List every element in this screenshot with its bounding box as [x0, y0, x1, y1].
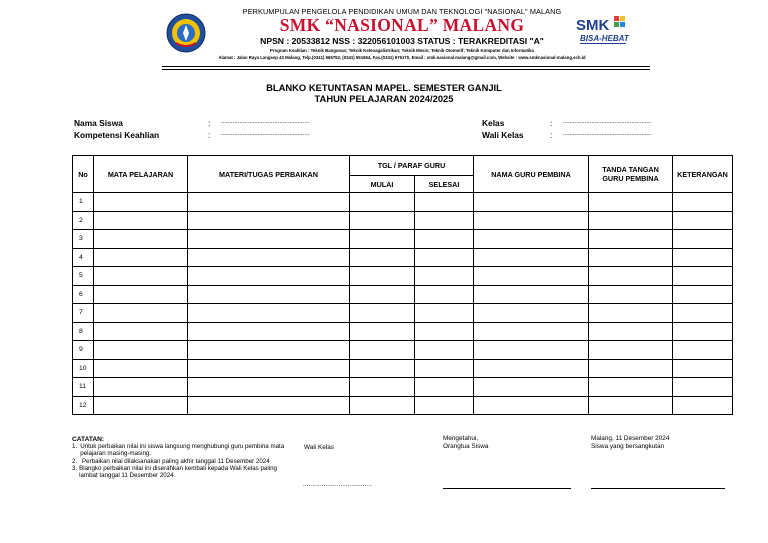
keterangan-cell[interactable] [673, 322, 733, 341]
tanda-tangan-cell[interactable] [589, 304, 673, 323]
table-row [73, 248, 733, 267]
keterangan-cell[interactable] [673, 248, 733, 267]
kompetensi-dots[interactable]: ..................................................... [221, 131, 310, 137]
header-mulai: MULAI [350, 176, 415, 193]
keterangan-cell[interactable] [673, 359, 733, 378]
selesai-cell[interactable] [415, 248, 474, 267]
letterhead-rule-thick [162, 66, 650, 67]
note-item: 1. Untuk perbaikan nilai ini siswa langsung menghubungi guru pembina mata pelajaran masing-masing. [72, 443, 285, 457]
nama-guru-cell[interactable] [474, 396, 589, 415]
tanda-tangan-cell[interactable] [589, 285, 673, 304]
table-row [73, 211, 733, 230]
materi-cell[interactable] [188, 304, 350, 323]
materi-cell[interactable] [188, 211, 350, 230]
mulai-cell[interactable] [350, 285, 415, 304]
mata-pelajaran-cell[interactable] [94, 396, 188, 415]
note-item: 3. Blangko perbaikan nilai ini diserahkan kembali kepada Wali Kelas paling lambat tanggal 11 Desember 2024 [72, 465, 277, 479]
tanda-tangan-cell[interactable] [589, 211, 673, 230]
keterangan-cell[interactable] [673, 285, 733, 304]
selesai-cell[interactable] [415, 211, 474, 230]
materi-cell[interactable] [188, 396, 350, 415]
header-tgl-paraf: TGL / PARAF GURU [350, 156, 474, 176]
mulai-cell[interactable] [350, 193, 415, 212]
nama-guru-cell[interactable] [474, 193, 589, 212]
mulai-cell[interactable] [350, 396, 415, 415]
mulai-cell[interactable] [350, 341, 415, 360]
materi-cell[interactable] [188, 230, 350, 249]
note-item: 2. Perbaikan nilai dilaksanakan paling akhir tanggal 11 Desember 2024 [72, 458, 270, 465]
row-number: 2 [73, 211, 94, 230]
row-number: 3 [73, 230, 94, 249]
label-kelas: Kelas [482, 118, 505, 128]
mulai-cell[interactable] [350, 211, 415, 230]
header-no: No [73, 156, 94, 193]
orangtua-sign-line[interactable] [443, 488, 571, 489]
materi-cell[interactable] [188, 267, 350, 286]
colon: : [550, 118, 553, 128]
mata-pelajaran-cell[interactable] [94, 211, 188, 230]
nama-guru-cell[interactable] [474, 322, 589, 341]
selesai-cell[interactable] [415, 378, 474, 397]
materi-cell[interactable] [188, 341, 350, 360]
tanda-tangan-cell[interactable] [589, 341, 673, 360]
row-number: 9 [73, 341, 94, 360]
mata-pelajaran-cell[interactable] [94, 322, 188, 341]
form-title: BLANKO KETUNTASAN MAPEL. SEMESTER GANJIL [266, 82, 502, 93]
table-row [73, 193, 733, 212]
remedial-table [72, 155, 733, 415]
colon: : [208, 118, 211, 128]
mulai-cell[interactable] [350, 322, 415, 341]
place-date: Malang, 11 Desember 2024 [591, 435, 670, 442]
keterangan-cell[interactable] [673, 304, 733, 323]
selesai-cell[interactable] [415, 285, 474, 304]
tanda-tangan-cell[interactable] [589, 193, 673, 212]
program-list: Program Keahlian : Teknik Bangunan; Teknik Ketenagalistrikan; Teknik Mesin; Teknik Otomotif; Teknik Komputer dan Informatika [270, 48, 534, 53]
colon: : [208, 130, 211, 140]
tanda-tangan-cell[interactable] [589, 248, 673, 267]
field-kompetensi[interactable] [74, 130, 159, 140]
mata-pelajaran-cell[interactable] [94, 193, 188, 212]
nama-guru-cell[interactable] [474, 341, 589, 360]
org-name: PERKUMPULAN PENGELOLA PENDIDIKAN UMUM DAN TEKNOLOGI "NASIONAL" MALANG [242, 7, 562, 16]
materi-cell[interactable] [188, 322, 350, 341]
logo-smk-text: SMK [576, 17, 610, 34]
row-number: 4 [73, 248, 94, 267]
mulai-cell[interactable] [350, 378, 415, 397]
table-row [73, 285, 733, 304]
school-address: Alamat : Jalan Raya Langsep 43 Malang, Telp.(0341) 565753, (0341) 551654, Fax.(0341) 576170, Email : smk.nasional.malang@gmail.com, Website : www.smknasional-malang.sch.id [218, 55, 586, 60]
header-selesai: SELESAI [415, 176, 474, 193]
form-subtitle: TAHUN PELAJARAN 2024/2025 [314, 93, 454, 104]
label-kompetensi: Kompetensi Keahlian [74, 130, 160, 140]
tanda-tangan-cell[interactable] [589, 267, 673, 286]
mata-pelajaran-cell[interactable] [94, 285, 188, 304]
selesai-cell[interactable] [415, 359, 474, 378]
table-row [73, 230, 733, 249]
selesai-cell[interactable] [415, 322, 474, 341]
materi-cell[interactable] [188, 285, 350, 304]
field-kelas[interactable] [482, 118, 504, 128]
tanda-tangan-cell[interactable] [589, 230, 673, 249]
wali-kelas-dots[interactable]: ..................................................... [563, 131, 652, 137]
tanda-tangan-cell[interactable] [589, 378, 673, 397]
row-number: 12 [73, 396, 94, 415]
notes-section [72, 436, 308, 479]
mata-pelajaran-cell[interactable] [94, 359, 188, 378]
mulai-cell[interactable] [350, 230, 415, 249]
table-row [73, 359, 733, 378]
header-nama-guru: NAMA GURU PEMBINA [474, 156, 589, 193]
nama-guru-cell[interactable] [474, 230, 589, 249]
header-keterangan: KETERANGAN [673, 156, 733, 193]
tanda-tangan-cell[interactable] [589, 396, 673, 415]
selesai-cell[interactable] [415, 267, 474, 286]
mata-pelajaran-cell[interactable] [94, 341, 188, 360]
row-number: 8 [73, 322, 94, 341]
materi-cell[interactable] [188, 193, 350, 212]
table-row [73, 322, 733, 341]
wali-kelas-sign-line[interactable]: ..................................... [303, 482, 373, 488]
nama-guru-cell[interactable] [474, 359, 589, 378]
selesai-cell[interactable] [415, 341, 474, 360]
row-number: 11 [73, 378, 94, 397]
colon: : [550, 130, 553, 140]
orangtua-sign-label: Orangtua Siswa [443, 443, 489, 450]
tanda-tangan-cell[interactable] [589, 322, 673, 341]
keterangan-cell[interactable] [673, 267, 733, 286]
header-mata-pelajaran: MATA PELAJARAN [94, 156, 188, 193]
siswa-sign-line[interactable] [591, 488, 725, 489]
keterangan-cell[interactable] [673, 378, 733, 397]
mulai-cell[interactable] [350, 304, 415, 323]
header-materi: MATERI/TUGAS PERBAIKAN [188, 156, 350, 193]
nama-guru-cell[interactable] [474, 378, 589, 397]
mulai-cell[interactable] [350, 248, 415, 267]
keterangan-cell[interactable] [673, 230, 733, 249]
selesai-cell[interactable] [415, 396, 474, 415]
mata-pelajaran-cell[interactable] [94, 304, 188, 323]
selesai-cell[interactable] [415, 193, 474, 212]
table-row [73, 378, 733, 397]
notes-title: CATATAN: [72, 436, 105, 443]
mata-pelajaran-cell[interactable] [94, 230, 188, 249]
field-nama-siswa[interactable] [74, 118, 123, 128]
nama-guru-cell[interactable] [474, 285, 589, 304]
row-number: 1 [73, 193, 94, 212]
keterangan-cell[interactable] [673, 341, 733, 360]
row-number: 10 [73, 359, 94, 378]
materi-cell[interactable] [188, 359, 350, 378]
keterangan-cell[interactable] [673, 193, 733, 212]
mengetahui-label: Mengetahui, [443, 435, 479, 442]
table-row [73, 341, 733, 360]
field-wali-kelas[interactable] [482, 130, 524, 140]
mata-pelajaran-cell[interactable] [94, 378, 188, 397]
table-row [73, 304, 733, 323]
mata-pelajaran-cell[interactable] [94, 267, 188, 286]
tanda-tangan-cell[interactable] [589, 359, 673, 378]
keterangan-cell[interactable] [673, 396, 733, 415]
label-nama-siswa: Nama Siswa [74, 118, 123, 128]
letterhead-rule-thin [162, 69, 650, 70]
keterangan-cell[interactable] [673, 211, 733, 230]
logo-bisa-hebat-text: BISA-HEBAT [580, 34, 629, 43]
row-number: 6 [73, 285, 94, 304]
label-wali-kelas: Wali Kelas [482, 130, 524, 140]
table-row [73, 267, 733, 286]
wali-kelas-sign-label: Wali Kelas [304, 444, 334, 451]
header-tanda-tangan: TANDA TANGAN GURU PEMBINA [589, 156, 673, 193]
nama-siswa-dots[interactable]: ..................................................... [221, 119, 310, 125]
materi-cell[interactable] [188, 248, 350, 267]
nama-guru-cell[interactable] [474, 267, 589, 286]
school-ids: NPSN : 20533812 NSS : 322056101003 STATUS : TERAKREDITASI "A" [260, 36, 544, 46]
nama-guru-cell[interactable] [474, 304, 589, 323]
table-row [73, 396, 733, 415]
mulai-cell[interactable] [350, 359, 415, 378]
row-number: 5 [73, 267, 94, 286]
nama-guru-cell[interactable] [474, 211, 589, 230]
selesai-cell[interactable] [415, 304, 474, 323]
mulai-cell[interactable] [350, 267, 415, 286]
kelas-dots[interactable]: ..................................................... [563, 119, 652, 125]
materi-cell[interactable] [188, 378, 350, 397]
selesai-cell[interactable] [415, 230, 474, 249]
nama-guru-cell[interactable] [474, 248, 589, 267]
letterhead [162, 7, 650, 67]
row-number: 7 [73, 304, 94, 323]
school-name: SMK “NASIONAL” MALANG [279, 15, 525, 35]
siswa-sign-label: Siswa yang bersangkutan [591, 443, 665, 450]
mata-pelajaran-cell[interactable] [94, 248, 188, 267]
